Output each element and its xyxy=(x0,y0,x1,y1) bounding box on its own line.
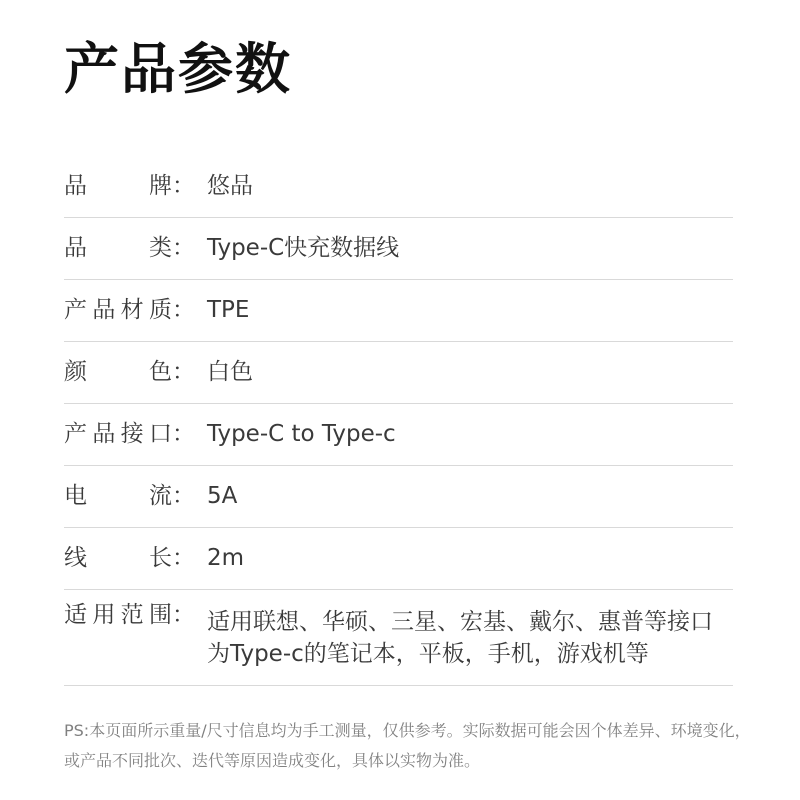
spec-label-char: 围 xyxy=(148,602,172,628)
spec-label-char: 品 xyxy=(92,297,116,323)
spec-label-text xyxy=(64,423,172,446)
spec-label-colon: ： xyxy=(172,359,195,385)
spec-label-colon: ： xyxy=(172,173,195,199)
spec-label-char: 范 xyxy=(120,602,144,628)
spec-label xyxy=(64,361,207,384)
spec-label-char: 线 xyxy=(64,545,87,571)
spec-label-char: 颜 xyxy=(64,359,87,385)
spec-label-char: 产 xyxy=(64,421,87,447)
spec-row-color xyxy=(64,342,733,404)
spec-value: 白色 xyxy=(207,358,253,385)
spec-label-char: 适 xyxy=(64,602,87,628)
spec-label-char: 用 xyxy=(92,602,116,628)
spec-row-category xyxy=(64,218,733,280)
spec-label-char: 品 xyxy=(64,173,87,199)
spec-label-char: 流 xyxy=(149,483,172,509)
spec-label-text xyxy=(64,237,172,260)
spec-row-length xyxy=(64,528,733,590)
spec-row-brand xyxy=(64,156,733,218)
spec-label-colon: ： xyxy=(172,483,195,509)
disclaimer-note: PS:本页面所示重量/尺寸信息均为手工测量，仅供参考。实际数据可能会因个体差异、环境变化，或产品不同批次、迭代等原因造成变化，具体以实物为准。 xyxy=(64,721,751,770)
spec-label-char: 长 xyxy=(149,545,172,571)
spec-label xyxy=(64,485,207,508)
spec-label-colon: ： xyxy=(172,297,195,323)
spec-value: Type-C快充数据线 xyxy=(207,234,400,261)
spec-label-text xyxy=(64,485,172,508)
spec-label xyxy=(64,604,207,627)
spec-label-char: 质 xyxy=(148,297,172,323)
spec-row-compatibility xyxy=(64,590,733,686)
spec-label-char: 品 xyxy=(64,235,87,261)
spec-value: 5A xyxy=(207,482,238,509)
spec-value: 适用联想、华硕、三星、宏基、戴尔、惠普等接口为Type-c的笔记本，平板，手机，游戏机等 xyxy=(207,608,713,667)
spec-row-interface xyxy=(64,404,733,466)
spec-value: Type-C to Type-c xyxy=(207,420,396,447)
spec-label-char: 产 xyxy=(64,297,87,323)
spec-label-char: 类 xyxy=(149,235,172,261)
spec-label-text xyxy=(64,299,172,322)
spec-row-material xyxy=(64,280,733,342)
spec-label xyxy=(64,299,207,322)
spec-label-char: 材 xyxy=(120,297,144,323)
spec-value: TPE xyxy=(207,296,250,323)
spec-label-char: 牌 xyxy=(149,173,172,199)
spec-table xyxy=(64,156,733,686)
spec-label-text xyxy=(64,604,172,627)
spec-label xyxy=(64,237,207,260)
spec-label xyxy=(64,547,207,570)
page-title: 产品参数 xyxy=(64,37,293,101)
spec-label-colon: ： xyxy=(172,602,195,628)
spec-label-text xyxy=(64,547,172,570)
spec-label xyxy=(64,175,207,198)
spec-label-colon: ： xyxy=(172,421,195,447)
spec-label xyxy=(64,423,207,446)
spec-label-char: 电 xyxy=(64,483,87,509)
spec-label-colon: ： xyxy=(172,235,195,261)
spec-label-text xyxy=(64,175,172,198)
spec-value: 2m xyxy=(207,544,245,571)
spec-label-char: 色 xyxy=(149,359,172,385)
spec-label-char: 品 xyxy=(92,421,116,447)
spec-label-colon: ： xyxy=(172,545,195,571)
spec-label-text xyxy=(64,361,172,384)
spec-label-char: 接 xyxy=(120,421,144,447)
spec-row-current xyxy=(64,466,733,528)
spec-label-char: 口 xyxy=(148,421,172,447)
spec-value: 悠品 xyxy=(207,172,253,199)
